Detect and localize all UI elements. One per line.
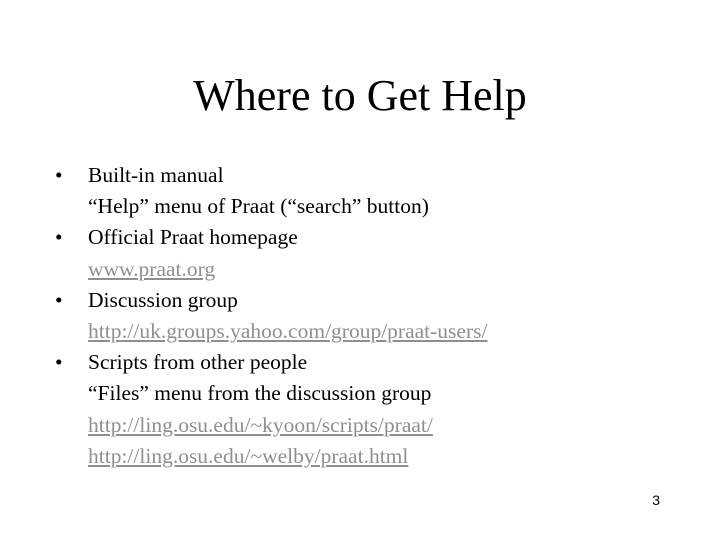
praat-homepage-link[interactable]: www.praat.org: [88, 256, 216, 281]
list-item-detail: “Help” menu of Praat (“search” button): [88, 194, 429, 219]
list-item-detail: “Files” menu from the discussion group: [88, 381, 432, 406]
bullet-dot-icon: •: [55, 287, 63, 312]
list-item-official-homepage: [55, 222, 695, 284]
bullet-dot-icon: •: [55, 163, 63, 187]
list-item-heading: Official Praat homepage: [88, 225, 298, 250]
welby-praat-link[interactable]: http://ling.osu.edu/~welby/praat.html: [88, 443, 409, 468]
kyoon-scripts-link[interactable]: http://ling.osu.edu/~kyoon/scripts/praat/: [88, 412, 433, 437]
list-item-heading: Built-in manual: [88, 163, 224, 187]
discussion-group-link[interactable]: http://uk.groups.yahoo.com/group/praat-users/: [88, 319, 488, 344]
slide-title: Where to Get Help: [193, 71, 527, 120]
list-item-built-in-manual: [55, 160, 695, 222]
bullet-dot-icon: •: [55, 225, 63, 250]
list-item-heading: Scripts from other people: [88, 350, 308, 375]
bullet-list: [55, 160, 695, 472]
bullet-dot-icon: •: [55, 350, 63, 375]
page-number: 3: [652, 492, 660, 508]
list-item-heading: Discussion group: [88, 287, 238, 312]
list-item-scripts: [55, 347, 695, 472]
list-item-discussion-group: [55, 285, 695, 347]
